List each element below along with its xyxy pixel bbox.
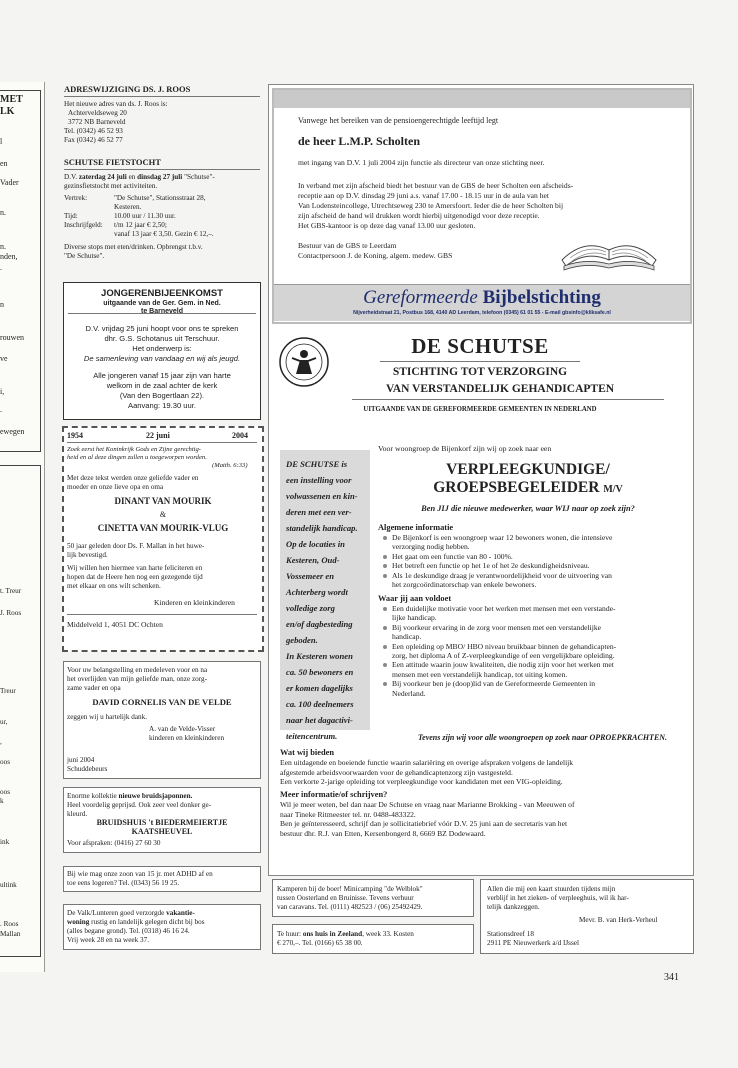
dank-text: verblijf in het zieken- of verpleeghuis, wil ik har- [487, 894, 629, 902]
strip-word-14: . [0, 405, 2, 414]
job-bullet: Als 1e deskundige draag je verantwoordelijkheid voor de uitvoering van [392, 570, 612, 580]
jub-rule [67, 442, 257, 443]
jub-name: DINANT VAN MOURIK [114, 496, 212, 506]
huur-text: € 270,–. Tel. (0166) 65 38 00. [277, 939, 363, 947]
job-title: VERPLEEGKUNDIGE/ [446, 461, 610, 478]
job-bullet-cont: mensen met een verstandelijk handicap, tot uiting komen. [392, 669, 568, 679]
sidebar-line: DE SCHUTSE is [286, 459, 348, 469]
valk-text: woning rustig en landelijk gelegen dicht bij bos [67, 918, 205, 926]
strip-word-11: rouwen [0, 333, 24, 342]
jub-address: Middelveld 1, 4051 DC Ochten [67, 620, 163, 629]
gbs-text: Bestuur van de GBS te Leerdam [298, 241, 397, 250]
job-bullet: Een duidelijke motivatie voor het werken met mensen met een verstande- [392, 604, 616, 613]
fiets-key: Tijd: [64, 212, 78, 220]
gbs-address: Nijverheidstraat 21, Postbus 168, 4140 AD Leerdam, telefoon (0345) 61 01 55 - E-mail gbsinfo@kliksafe.nl [353, 310, 611, 316]
strip-bottom-5: , [0, 738, 2, 746]
jub-text: Wij willen hen hiermee van harte feliciteren en [67, 564, 203, 572]
strip-word-15: ewegen [0, 427, 25, 436]
jub-quote: Zoek eerst het Koninkrijk Gods en Zijne gerechtig- [67, 446, 201, 453]
fiets-line: gezinsfietstocht met activiteiten. [64, 182, 158, 190]
gbs-text: met ingang van D.V. 1 juli 2004 zijn functie als directeur van onze stichting neer. [298, 158, 545, 167]
offer-heading: Wat wij bieden [280, 748, 334, 757]
bruids-text: Heel voordelig geprijsd. Ook zeer veel donker ge- [67, 801, 212, 809]
jub-text: hopen dat de Heere hen nog een gezegende tijd [67, 573, 203, 581]
fiets-val: t/m 12 jaar € 2,50; [114, 221, 167, 229]
strip-word-8: nden, [0, 252, 18, 261]
sidebar-line: geboden. [286, 635, 318, 645]
contact-text: bestuur dhr. R.J. van Etten, Kersenbongerd 8, 6669 BZ Dodewaard. [280, 828, 486, 838]
gbs-name: de heer L.M.P. Scholten [298, 134, 420, 148]
adres-line: Het nieuwe adres van ds. J. Roos is: [64, 100, 168, 108]
jub-quote: heid en al deze dingen zullen u toegeworpen worden. [67, 454, 207, 461]
sidebar-line: naar het dagactivi- [286, 715, 353, 725]
jub-amp: & [159, 510, 167, 519]
dank-address: Stationsdreef 18 [487, 930, 534, 938]
sidebar-line: en/of dagbesteding [286, 619, 353, 629]
strip-word-6: n. [0, 208, 6, 217]
contact-heading: Meer informatie/of schrijven? [280, 790, 388, 799]
offer-text: afgestemde arbeidsvoorwaarden voor de gehandicaptenzorg zijn vastgesteld. [280, 767, 513, 777]
adres-line: Achterveldseweg 20 [68, 109, 127, 117]
job-list-requirements [378, 604, 616, 698]
rouw-text: het overlijden van mijn geliefde man, onze zorg- [67, 675, 207, 683]
adres-line: 3772 NB Barneveld [68, 118, 126, 126]
sidebar-line: ca. 50 bewoners en [286, 667, 354, 677]
adres-rule [64, 96, 260, 97]
strip-word-13: i, [0, 387, 5, 396]
job-bullet-cont: verzorging nodig hebben. [392, 542, 470, 552]
dank-text: Allen die mij een kaart stuurden tijdens mijn [487, 885, 616, 893]
job-bullet-cont: handicap. [392, 632, 422, 642]
bruids-name: BRUIDSHUIS 't BIEDERMEIERTJE [96, 818, 228, 827]
sidebar-line: een instelling voor [286, 475, 352, 485]
strip-bottom-10: ultink [0, 881, 17, 889]
bruids-text: kleurd. [67, 810, 88, 818]
camp-box [272, 879, 474, 917]
gbs-text: zijn afscheid de hand wil drukken wordt hierbij uitgenodigd voor deze receptie. [298, 211, 540, 220]
left-strip-top-box [0, 90, 41, 452]
job-bullet: Een opleiding op MBO/ HBO niveau bruikbaar binnen de gehandicapten- [392, 641, 617, 651]
schutse-rule [380, 361, 580, 362]
rouw-text: zame vader en opa [67, 684, 121, 692]
strip-word-9: . [0, 263, 2, 272]
fiets-block [64, 157, 260, 277]
contact-text: naar Tineke Ritmeester tel. nr. 0488-483322. [280, 809, 416, 819]
camp-text: Kamperen bij de boer! Minicamping "de Welblok" [277, 885, 423, 893]
jongeren-sub: te Barneveld [140, 308, 184, 315]
jub-text: met elkaar en ons wilt schenken. [67, 582, 161, 590]
dank-sign: Mevr. B. van Herk-Verheul [579, 916, 658, 924]
strip-bottom-6: oos [0, 758, 10, 766]
jub-text: 50 jaar geleden door Ds. F. Mallan in het huwe- [67, 542, 205, 550]
fiets-rule [64, 169, 260, 170]
jongeren-line: D.V. vrijdag 25 juni hoopt voor ons te spreken [85, 324, 239, 333]
valk-text: De Valk/Lunteren goed verzorgde vakantie- [67, 909, 195, 917]
gbs-notice [272, 88, 692, 324]
adres-line: Fax (0342) 46 52 77 [64, 136, 123, 144]
schutse-title: DE SCHUTSE [411, 334, 549, 358]
strip-word-7: n. [0, 242, 6, 251]
valk-box [63, 904, 261, 950]
job-bullet: De Bijenkorf is een woongroep waar 12 bewoners wonen, die intensieve [392, 533, 613, 542]
strip-word-5: Vader [0, 178, 19, 187]
gbs-text: Het GBS-kantoor is op deze dag vanaf 13.00 uur gesloten. [298, 221, 476, 230]
jub-text: moeder en onze lieve opa en oma [67, 483, 164, 491]
sidebar-line: Achterberg wordt [286, 587, 348, 597]
adhd-text: toe eens logeren? Tel. (0343) 56 19 25. [67, 879, 180, 887]
jongeren-line: welkom in de zaal achter de kerk [106, 381, 218, 390]
strip-word-2: LK [0, 106, 15, 117]
strip-bottom-1: t. Treur [0, 587, 22, 595]
job-bullet: Bij voorkeur ben je (doop)lid van de Gereformeerde Gemeenten in [392, 679, 616, 688]
job-intro: Voor woongroep de Bijenkorf zijn wij op zoek naar een [378, 444, 552, 453]
gbs-brand: Gereformeerde Bijbelstichting [363, 287, 601, 308]
dank-box [480, 879, 694, 954]
strip-bottom-7: oos [0, 788, 10, 796]
strip-word-1: MET [0, 94, 23, 105]
sidebar-line: Vossemeer en [286, 571, 334, 581]
strip-word-4: en [0, 159, 8, 168]
jongeren-line: (Van den Bogertlaan 22). [119, 391, 205, 400]
strip-bottom-9: ink [0, 838, 10, 846]
adhd-text: Bij wie mag onze zoon van 15 jr. met ADHD af en [67, 870, 213, 878]
rouw-name: DAVID CORNELIS VAN DE VELDE [92, 697, 232, 707]
bruids-text: Enorme kollektie nieuwe bruidsjaponnen. [67, 792, 193, 800]
job-bullet-cont: Nederland. [392, 688, 426, 698]
rouw-box [63, 661, 261, 779]
offer-text: Een verkorte 2-jarige opleiding tot verpleegkundige voor kandidaten met een VIG-opleiding. [280, 777, 563, 786]
huur-box [272, 924, 474, 954]
jub-year-end: 2004 [232, 431, 248, 440]
strip-bottom-12: Mallan [0, 930, 21, 938]
rouw-place: Schuddebeurs [67, 765, 108, 773]
job-title: GROEPSBEGELEIDER M/V [433, 479, 623, 496]
jub-ref: (Matth. 6:33) [212, 462, 248, 469]
contact-text: Ben je geïnteresseerd, schrijf dan je sollicitatiebrief vóór D.V. 25 juni aan de secretaris van het [280, 819, 568, 828]
strip-bottom-8: k [0, 797, 4, 805]
fiets-title: SCHUTSE FIETSTOCHT [64, 157, 161, 167]
jongeren-line: Het onderwerp is: [132, 344, 192, 353]
jongeren-sub: uitgaande van de Ger. Gem. in Ned. [103, 300, 221, 307]
bruids-city: KAATSHEUVEL [131, 827, 193, 836]
jongeren-line: Alle jongeren vanaf 15 jaar zijn van harte [93, 371, 231, 380]
strip-word-10: n [0, 300, 4, 309]
jub-sign: Kinderen en kleinkinderen [154, 598, 235, 607]
valk-text: Vrij week 28 en na week 37. [67, 936, 149, 944]
sidebar-text [286, 456, 370, 744]
job-bullet: Een attitude waarin jouw kwaliteiten, die nodig zijn voor het werken met [392, 660, 616, 669]
jub-text: Met deze tekst werden onze geliefde vader en [67, 474, 199, 482]
job-bullet: Het gaat om een functie van 80 - 100%. [392, 552, 612, 561]
camp-text: van caravans. Tel. (0111) 482523 / (06) 25492429. [277, 903, 423, 911]
strip-word-12: ve [0, 354, 8, 363]
jongeren-topic: De samenleving van vandaag en wij als jeugd. [83, 354, 241, 363]
schutse-offer [280, 748, 686, 868]
job-heading: Waar jij aan voldoet [378, 594, 452, 603]
adres-title: ADRESWIJZIGING DS. J. ROOS [64, 84, 191, 94]
jongeren-box [63, 282, 261, 420]
fiets-val: vanaf 13 jaar € 3,50. Gezin € 12,–. [114, 230, 214, 238]
contact-text: Wil je meer weten, bel dan naar De Schutse en vraag naar Marianne Brokking - van Meeuwen of [280, 800, 575, 809]
rouw-date: juni 2004 [67, 756, 95, 764]
dank-text: telijk dankzeggen. [487, 903, 540, 911]
strip-bottom-2: J. Roos [0, 609, 22, 617]
fiets-line: Diverse stops met eten/drinken. Opbrengst t.b.v. [64, 243, 203, 251]
sidebar-line: volwassenen en kin- [286, 491, 358, 501]
fiets-key: Inschrijfgeld: [64, 221, 103, 229]
job-also: Tevens zijn wij voor alle woongroepen op zoek naar OPROEPKRACHTEN. [418, 733, 668, 742]
rouw-text: Voor uw belangstelling en medeleven voor en na [67, 666, 208, 674]
strip-bottom-4: ur, [0, 718, 8, 726]
sidebar-line: Op de locaties in [286, 539, 345, 549]
adres-line: Tel. (0342) 46 52 93 [64, 127, 123, 135]
sidebar-line: deren met een ver- [286, 507, 352, 517]
schutse-job [378, 444, 686, 744]
jongeren-line: dhr. G.S. Schotanus uit Terschuur. [104, 334, 220, 343]
schutse-sub3: UITGAANDE VAN DE GEREFORMEERDE GEMEENTEN IN NEDERLAND [363, 406, 597, 413]
fiets-val: Kesteren. [114, 203, 142, 211]
gbs-text: Van Lodensteincollege, Utrechtseweg 230 te Amersfoort. Ieder die de heer Scholten bij [298, 201, 564, 210]
jongeren-title: JONGERENBIJEENKOMST [101, 288, 223, 299]
strip-word-3: l [0, 137, 3, 146]
rouw-text: zeggen wij u hartelijk dank. [67, 713, 148, 721]
gbs-text: receptie aan op D.V. dinsdag 29 juni a.s. vanaf 17.00 - 18.15 uur in de aula van het [298, 191, 550, 200]
fiets-line: "De Schutse". [64, 252, 105, 260]
jub-name: CINETTA VAN MOURIK-VLUG [97, 523, 229, 533]
sidebar-line: teitencentrum. [286, 731, 338, 741]
job-bullet: Bij voorkeur ervaring in de zorg voor mensen met een verstandelijke [392, 623, 616, 632]
open-bible-icon [554, 220, 664, 276]
valk-text: (alles begane grond). Tel. (0318) 46 16 24. [67, 927, 190, 935]
job-tagline: Ben JIJ die nieuwe medewerker, waar WIJ naar op zoek zijn? [421, 504, 635, 513]
fiets-val: 10.00 uur / 11.30 uur. [114, 212, 176, 220]
rouw-sign: kinderen en kleinkinderen [149, 734, 225, 742]
jubileum-box [62, 426, 264, 652]
fiets-val: "De Schutse", Stationsstraat 28, [114, 194, 206, 202]
camp-text: tussen Oosterland en Bruinisse. Tevens verhuur [277, 894, 414, 902]
gbs-brand-band [274, 284, 690, 321]
schutse-sub1: STICHTING TOT VERZORGING [392, 366, 568, 378]
strip-bottom-3: Treur [0, 687, 16, 695]
fiets-date-line: D.V. zaterdag 24 juli en dinsdag 27 juli "Schutse"- [64, 173, 215, 181]
gbs-text: In verband met zijn afscheid biedt het bestuur van de GBS de heer Scholten een afscheids- [298, 181, 574, 190]
adhd-box [63, 866, 261, 892]
left-page-strip [0, 82, 45, 972]
schutse-sidebar [280, 450, 370, 741]
offer-text: Een uitdagende en boeiende functie waarin salariëring en overige afspraken volgens de landelijk [280, 758, 574, 767]
job-bullet-cont: het zorgcoördinatorschap van enkele bewoners. [392, 580, 537, 590]
huur-text: Te huur: ons huis in Zeeland, week 33. Kosten [277, 930, 414, 938]
page-number: 341 [664, 972, 679, 983]
gbs-top-band [274, 90, 690, 108]
bruids-phone: Voor afspraken: (0416) 27 60 30 [67, 839, 161, 847]
gbs-text: Contactpersoon J. de Koning, algem. medew. GBS [298, 251, 453, 260]
sidebar-line: standelijk handicap. [286, 523, 358, 533]
rouw-sign: A. van de Velde-Visser [149, 725, 216, 733]
fiets-key: Vertrek: [64, 194, 88, 202]
sidebar-line: ca. 100 deelnemers [286, 699, 354, 709]
job-bullet: Het betreft een functie op het 1e of het 2e deskundigheidsniveau. [392, 561, 612, 570]
job-bullet-cont: zorg, het diploma A of Z-verpleegkundige of een vergelijkbare opleiding. [392, 651, 615, 661]
job-list-general [378, 533, 612, 589]
sidebar-line: er komen dagelijks [286, 683, 353, 693]
jub-rule [67, 614, 257, 615]
sidebar-line: In Kesteren wonen [286, 651, 353, 661]
schutse-header [272, 328, 688, 424]
job-heading: Algemene informatie [378, 523, 454, 532]
jub-date: 22 juni [146, 431, 170, 440]
job-bullet-cont: lijke handicap. [392, 613, 437, 623]
jub-text: lijk bevestigd. [67, 551, 108, 559]
sidebar-line: Kesteren, Oud- [286, 555, 340, 565]
bruids-box [63, 787, 261, 853]
strip-bottom-11: . Roos [0, 920, 19, 928]
sidebar-line: volledige zorg [286, 603, 335, 613]
jub-year-start: 1954 [67, 431, 83, 440]
schutse-rule [352, 399, 664, 400]
jongeren-line: Aanvang: 19.30 uur. [128, 401, 196, 410]
dank-address: 2911 PE Nieuwerkerk a/d IJssel [487, 939, 579, 947]
gbs-intro: Vanwege het bereiken van de pensioengerechtigde leeftijd legt [298, 116, 499, 125]
schutse-sub2: VAN VERSTANDELIJK GEHANDICAPTEN [385, 383, 615, 395]
